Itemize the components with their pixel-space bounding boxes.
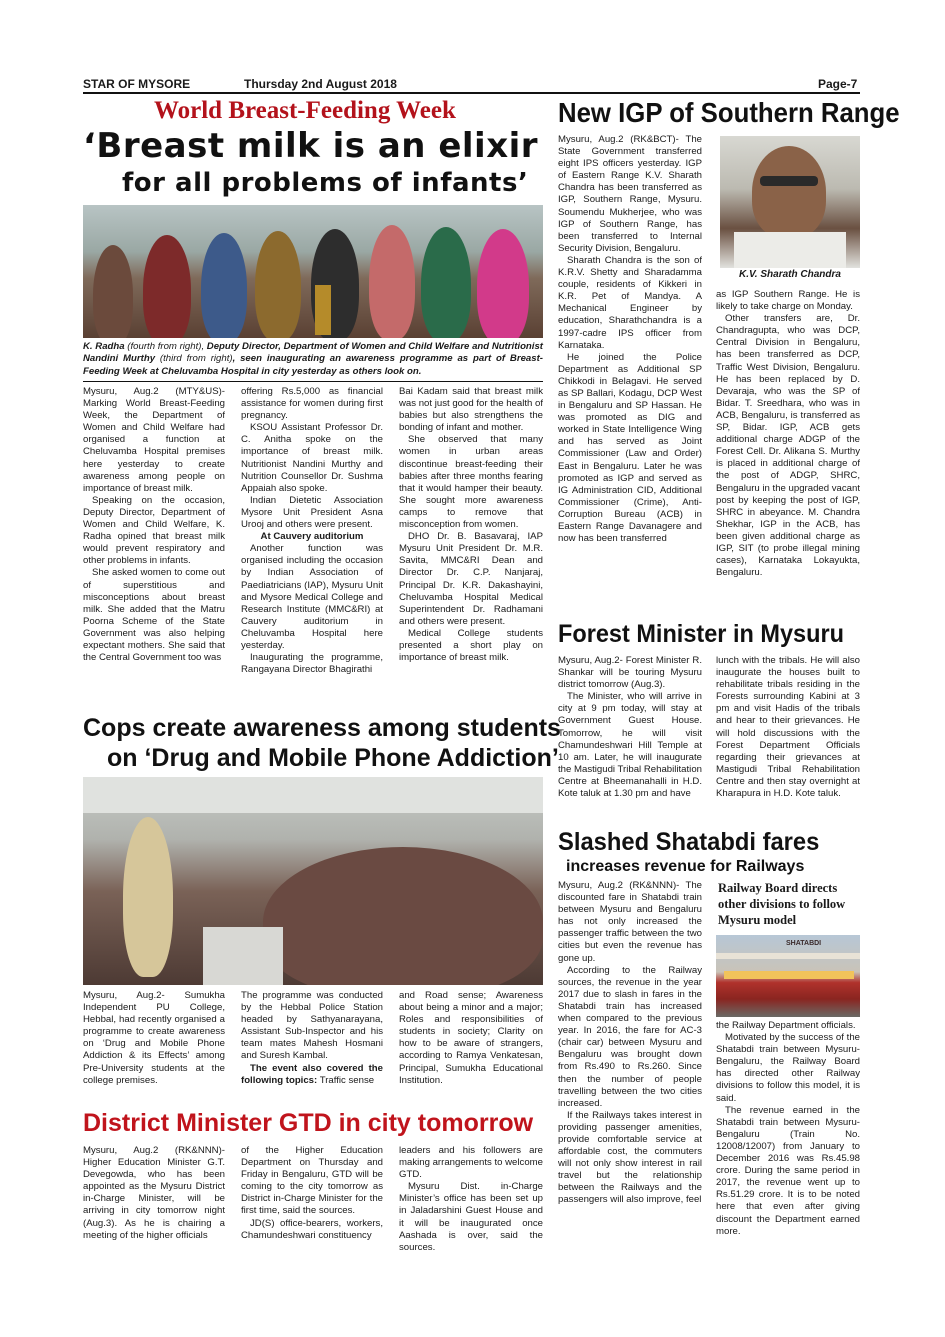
- cops-column-2: [241, 990, 383, 1105]
- caption-rule: [83, 381, 543, 382]
- paragraph: and Road sense; Awareness about being a minor and a major; Roles and responsibilities of students in society; Clarity on how to be aware of strangers, according to Ramya Venkatesan, Principal, Sumukha Educational Institution.: [399, 990, 543, 1086]
- breastfeeding-column-2: [241, 386, 383, 708]
- igp-headline: New IGP of Southern Range: [558, 97, 900, 128]
- paragraph: Mysuru Dist. in-Charge Minister’s office has been set up in Jaladarshini Guest House and it will be inaugurated once Aashada is over, said the sources.: [399, 1181, 543, 1253]
- paper-name: STAR OF MYSORE: [83, 77, 191, 91]
- paragraph: Sharath Chandra is the son of K.R.V. Shetty and Sharadamma couple, residents of Kikkeri in K.R. Pet of Mandya. A Mechanical Engineer by education, Sharathchandra is a 1997-cadre IPS officer from Karnataka.: [558, 254, 702, 351]
- subhead-cauvery: At Cauvery auditorium: [260, 531, 364, 543]
- masthead-rule: [83, 92, 860, 94]
- igp-column-1: [558, 134, 702, 614]
- breastfeeding-kicker: World Breast-Feeding Week: [154, 97, 456, 124]
- paragraph: According to the Railway sources, the revenue in the year 2017 due to slash in fares in the Shatabdi train has increased when compared to the previous year. In 2016, the fare for AC-3 (chair car) between Mysuru and Bengaluru was brought down from Rs.490 to Rs.260. Since then the number of people travelling between the two cities increased.: [558, 964, 702, 1109]
- topics-lead: The event also covered the following topics:: [241, 1062, 383, 1086]
- caption-rest: , seen inaugurating an awareness programme as part of Breast-Feeding Week at Cheluvamba Hospital in city yesterday as others look on.: [83, 353, 543, 377]
- igp-photo: [720, 136, 860, 268]
- breastfeeding-headline-2: for all problems of infants’: [122, 168, 529, 198]
- breastfeeding-photo: [83, 205, 543, 338]
- caption-name-murthy: Deputy Director, Department of Women and Child Welfare and Nutritionist Nandini Murthy: [83, 341, 543, 365]
- paragraph: She observed that many women in urban areas discontinue breast-feeding their babies after three months fearing that it would hamper their beauty. She sought more awareness camps to remove that misconception from women.: [399, 434, 543, 531]
- cops-headline-1: Cops create awareness among students: [83, 714, 561, 742]
- paragraph: of the Higher Education Department on Thursday and Friday in Bengaluru, GTD will be coming to the city tomorrow as District in-Charge Minister for the first time, said the sources.: [241, 1145, 383, 1217]
- shatabdi-train-photo: [716, 935, 860, 1017]
- paragraph: Mysuru, Aug.2 (RK&NNN)- The discounted fare in Shatabdi train between Mysuru and Bengaluru has not only increased the passenger traffic between the two cities but even the revenue has gone up.: [558, 880, 702, 964]
- topics-tail: Traffic sense: [317, 1074, 375, 1086]
- paragraph: Other transfers are, Dr. Chandragupta, who was DCP, Central Division in Bengaluru, has been transferred as DCP, Traffic West Division, Bengaluru. He has been replaced by D. Devaraja, who was the SP of Bidar. T. Sreedhara, who was in ACB, Bengaluru, is transferred as SP, Bidar. IGP, ACB gets additional charge ADGP of the Forest Cell. Dr. Alikana S. Murthy is placed in additional charge of the post of ADGP, SHRC, Bengaluru in the upgraded vacant post by keeping the post of IGP, SHRC in abeyance. M. Chandra Shekhar, IGP in the ACB, has been given additional charge as IGP, SIT (to probe illegal mining cases), Karnataka Lokayukta, Bengaluru.: [716, 313, 860, 579]
- cops-column-3: [399, 990, 543, 1105]
- paragraph: Bai Kadam said that breast milk was not just good for the health of babies but also strengthens the bonding of infant and mother.: [399, 386, 543, 434]
- paragraph: The programme was conducted by the Hebbal Police Station headed by Sathyanarayana, Assistant Sub-Inspector and his team mates Mahesh Hosmani and Suresh Kambal.: [241, 990, 383, 1062]
- paragraph: The revenue earned in the Shatabdi train between Mysuru-Bengaluru (Train No. 12008/12007) from January to December 2016 was Rs.45.98 crore. During the same period in 2017, the revenue went up to Rs.51.29 crore. It is to be noted here that even after giving discount the Department earned more.: [716, 1104, 860, 1237]
- paragraph: Mysuru, Aug.2 (RK&BCT)- The State Government transferred eight IPS officers yesterday. IGP of Eastern Range K.V. Sharath Chandra has been transferred as IGP, Southern Range, Mysuru. Soumendu Mukherjee, who was IGP of Southern Range, has been transferred to Internal Security Division, Bengaluru.: [558, 134, 702, 254]
- paragraph: KSOU Assistant Professor Dr. C. Anitha spoke on the importance of breast milk. Nutritionist Nandini Murthy and Nutrition Counsellor Dr. Sushma Appaiah also spoke.: [241, 422, 383, 494]
- breastfeeding-column-1: [83, 386, 225, 708]
- paragraph: JD(S) office-bearers, workers, Chamundeshwari constituency: [241, 1217, 383, 1241]
- forest-column-2: [716, 655, 860, 823]
- paragraph: as IGP Southern Range. He is likely to take charge on Monday.: [716, 289, 860, 313]
- paragraph: leaders and his followers are making arrangements to welcome GTD.: [399, 1145, 543, 1181]
- forest-column-1: [558, 655, 702, 823]
- paragraph: Motivated by the success of the Shatabdi train between Mysuru-Bengaluru, the Railway Board has directed other Railway divisions to follow this model, it is said.: [716, 1032, 860, 1104]
- gtd-column-2: [241, 1145, 383, 1265]
- breastfeeding-headline-1: ‘Breast milk is an elixir: [83, 126, 539, 166]
- paragraph: the Railway Department officials.: [716, 1020, 856, 1031]
- cops-column-1: [83, 990, 225, 1105]
- paragraph: If the Railways takes interest in providing passenger amenities, provide comfortable service at affordable cost, the commuters will not only show interest in rail travel but the relationship between the Railways and the passengers will also improve, feel: [558, 1109, 702, 1206]
- train-label: SHATABDI: [786, 940, 822, 947]
- gtd-column-3: [399, 1145, 543, 1265]
- paragraph: DHO Dr. B. Basavaraj, IAP Mysuru Unit President Dr. M.R. Savita, MMC&RI Dean and Director Dr. C.P. Nanjaraj, Principal Dr. K.R. Dakashayini, Cheluvamba Hospital Medical Superintendent Dr. Radhamani and others were present.: [399, 531, 543, 627]
- paragraph: Medical College students presented a short play on importance of breast milk.: [399, 627, 543, 664]
- page-number: Page-7: [818, 77, 858, 91]
- cops-headline-2: on ‘Drug and Mobile Phone Addiction’: [107, 744, 559, 772]
- paragraph: Inaugurating the programme, Rangayana Director Bhagirathi: [241, 652, 383, 676]
- caption-position-2: (third from right): [155, 353, 233, 365]
- shatabdi-column-2: [716, 1020, 860, 1265]
- paragraph: Mysuru, Aug.2- Sumukha Independent PU College, Hebbal, had recently organised a programme to create awareness on ‘Drug and Mobile Phone Addiction & its Effects’ among Pre-University students at the college premises.: [83, 990, 225, 1086]
- paragraph: Another function was organised including the occasion by Indian Association of Paediatricians (IAP), Mysuru Unit and Mysore Medical College and Research Institute (MMC&RI) at Cauvery auditorium in Cheluvamba Hospital here yesterday.: [241, 543, 383, 651]
- gtd-column-1: [83, 1145, 225, 1265]
- breastfeeding-caption: [83, 341, 543, 378]
- gtd-headline: District Minister GTD in city tomorrow: [83, 1109, 534, 1137]
- paragraph: He joined the Police Department as Additional SP Chikkodi in Belagavi. He served as SP Ballari, Kodagu, DCP West in Bengaluru and SP Hassan. He was promoted as DIG and worked in State Intelligence Wing and has served as Joint Commissioner (Law and Order) East in Bengaluru. Later he was promoted as IGP and served as IG Administration CID, Additional Commissioner (Crime), Anti-Corruption Bureau (ACB) in Eastern Range Davanagere and now has been transferred: [558, 351, 702, 545]
- paragraph: Mysuru, Aug.2- Forest Minister R. Shankar will be touring Mysuru district tomorrow (Aug.3).: [558, 655, 702, 691]
- shatabdi-sidebar: Railway Board directs other divisions to follow Mysuru model: [718, 881, 846, 927]
- paragraph: lunch with the tribals. He will also inaugurate the houses built to rehabilitate tribals residing in the Forests surrounding Kabini at 3 pm and visit Hadis of the tribals and hear to their grievances. He will hold discussions with the Forest Department Officials regarding their grievances at Mastigudi Tribal Rehabilitation Centre and then stay overnight at Kharapura in H.D. Kote taluk.: [716, 655, 860, 800]
- cops-photo: [83, 777, 543, 985]
- paragraph: Mysuru, Aug.2 (RK&NNN)- Higher Education Minister G.T. Devegowda, who has been appointed as the Mysuru District in-Charge Minister, will be arriving in city tomorrow night (Aug.3). As he is chairing a meeting of the higher officials: [83, 1145, 225, 1241]
- igp-photo-caption: K.V. Sharath Chandra: [720, 269, 860, 283]
- shatabdi-column-1: [558, 880, 702, 1265]
- forest-headline: Forest Minister in Mysuru: [558, 620, 844, 648]
- igp-column-2: [716, 289, 860, 614]
- paragraph: The Minister, who will arrive in city at 9 pm today, will stay at Government Guest House. Tomorrow, he will visit Chamundeshwari Hill Temple at 10 am. Later, he will inaugurate the Mastigudi Tribal Rehabilitation Centre at Bheemanahalli in H.D. Kote taluk at 1.30 pm and have: [558, 691, 702, 800]
- paragraph: offering Rs.5,000 as financial assistance for women during first pregnancy.: [241, 386, 383, 422]
- breastfeeding-column-3: [399, 386, 543, 708]
- paragraph: Mysuru, Aug.2 (MTY&US)- Marking World Breast-Feeding Week, the Department of Women and Child Welfare had organised a function at Cheluvamba Hospital premises here yesterday to create awareness among people on importance of breast milk.: [83, 386, 225, 494]
- shatabdi-headline-1: Slashed Shatabdi fares: [558, 828, 820, 856]
- paragraph: She asked women to come out of superstitious and misconceptions about breast milk. She added that the Matru Poorna Scheme of the State Government was also helping expectant mothers. She said that the Central Government too was: [83, 567, 225, 664]
- issue-date: Thursday 2nd August 2018: [244, 77, 397, 91]
- caption-name-radha: K. Radha: [83, 341, 125, 352]
- shatabdi-headline-2: increases revenue for Railways: [566, 858, 805, 875]
- paragraph: Indian Dietetic Association Mysore Unit President Asna Urooj and others were present.: [241, 494, 383, 531]
- caption-position-1: (fourth from right),: [124, 341, 207, 352]
- paragraph: Speaking on the occasion, Deputy Director, Department of Women and Child Welfare, K. Radha opined that breast milk would prevent respiratory and other problems in infants.: [83, 494, 225, 567]
